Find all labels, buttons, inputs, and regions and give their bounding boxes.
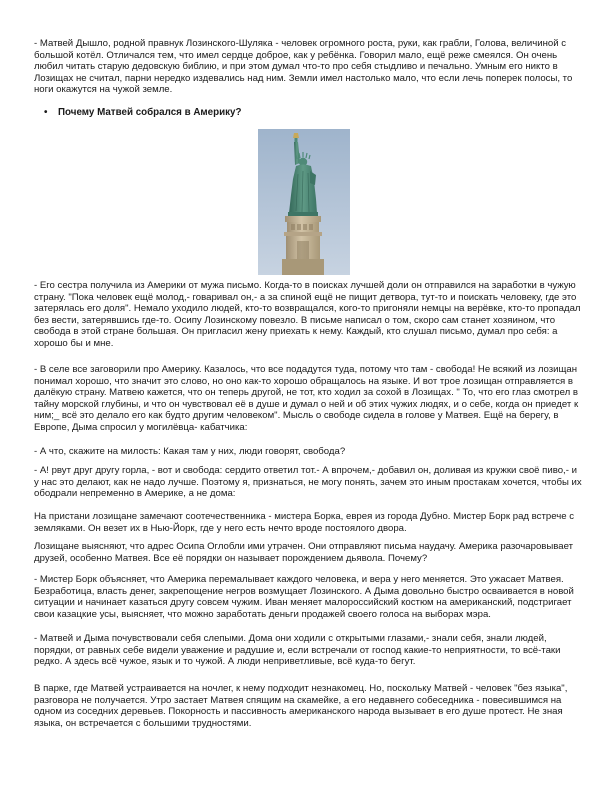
paragraph-blind: - Матвей и Дыма почувствовали себя слепыми. Дома они ходили с открытыми глазами,- знали себя, знали людей, порядки, от равных себе видели уважение и радушие и, если встречали от господ какие-то неприятности, то всё-таки редко. А здесь всё чужое, язык и то чужой. А люди неприветливые, всё куда-то бегут. [34,633,561,668]
section-heading [44,107,578,119]
paragraph-mister-bork: На пристани лозищане замечают соотечественника - мистера Борка, еврея из города Дубно. Мистер Борк рад встрече с земляками. Он везет их в Нью-Йорк, где у него есть нечто вроде постоялого двора. [34,511,575,534]
bullet-icon: • [44,107,48,118]
paragraph-address-lost: Лозищане выясняют, что адрес Осипа Оглобли ими утрачен. Они отправляют письма наудачу. Америка разочаровывает друзей, особенно Матвея. Все её порядки он называет порождением дьявола. Почему? [34,541,574,564]
paragraph-freedom: - В селе все заговорили про Америку. Казалось, что все подадутся туда, потому что там - свобода! Не всякий из лозищан понимал хорошо, что значит это слово, но оно как-то хорошо обращалось на языке. И вот трое лозищан отправляется в далёкую страну. Матвею кажется, что он теперь другой, не тот, кто ходил за сохой в Лозищах. " То, что его глаз смотрел в тайну морской глубины, и что он чувствовал её в душе и думал о ней и об этих чужих людях, и о себе, когда он приедет к ним;_ всё это делало его как будто другим человеком". Мысль о свободе сидела в голове у Матвея. Ещё на берегу, в Европе, Дыма спросил у могилёвца- кабатчика: [34,364,579,433]
paragraph-question: - А что, скажите на милость: Какая там у них, люди говорят, свобода? [34,446,346,457]
statue-of-liberty-image [258,129,350,275]
paragraph-letter: - Его сестра получила из Америки от мужа письмо. Когда-то в поисках лучшей доли он отправился на заработки в чужую страну. "Пока человек ещё молод,- говаривал он,- а за спиной ещё не пищит детвора, тут-то и поискать человеку, где это затерялась его доля". Немало уходило людей, кто-то возвращался, кого-то пригоняли немцы на верёвке, кто-то пропадал без вести, затерявшись где-то. Осипу Лозинскому повезло. В письме написал о том, скоро сам станет хозяином, что свобода в этой стране большая. Он пригласил жену приехать к нему. Каждый, кто слушал письмо, думал про себя: а хорошо бы и мне. [34,280,581,349]
paragraph-park: В парке, где Матвей устраивается на ночлег, к нему подходит незнакомец. Но, поскольку Матвей - человек "без языка", разговора не получается. Утро застает Матвея спящим на скамейке, а его недавнего собеседника - повесившимся на одном из соседних деревьев. Покорность и пассивность американского народа вызывает в его душе протест. Не зная языка, он встречается с большими трудностями. [34,683,568,729]
paragraph-intro: - Матвей Дышло, родной правнук Лозинского-Шуляка - человек огромного роста, руки, как грабли, Голова, величиной с большой котёл. Отличался тем, что имел сердце доброе, как у ребёнка. Говорил мало, ещё реже смеялся. Он очень любил читать старую дедовскую библию, и при этом думал что-то про себя стыдливо и печально. Умным его никто в Лозищах не считал, парни нередко издевались над ним. Земли имел настолько мало, что если лечь поперек полосы, то ноги окажутся на чужой земле. [34,38,573,96]
heading-text: Почему Матвей собрался в Америку? [58,107,242,118]
paragraph-answer: - А! рвут друг другу горла, - вот и свобода: сердито ответил тот.- А впрочем,- добавил он, доливая из кружки своё пиво,- и у нас это делают, как не надо лучше. Поэтому я, признаться, не могу понять, зачем это иным простакам хочется, чтобы их ободрали непременно в Америке, а не дома: [34,465,582,500]
paragraph-america-changes: - Мистер Борк объясняет, что Америка перемалывает каждого человека, и вера у него меняется. Это ужасает Матвея. Безработица, власть денег, закрепощение негров возмущает Лозинского. А Дыма довольно быстро осваивается в новой ситуации и начинает казаться другу совсем чужим. Иван меняет малороссийский костюм на американский, подстригает свои казацкие усы, выясняет, что можно заработать деньги продажей своего голоса на выборах мэра. [34,574,574,620]
